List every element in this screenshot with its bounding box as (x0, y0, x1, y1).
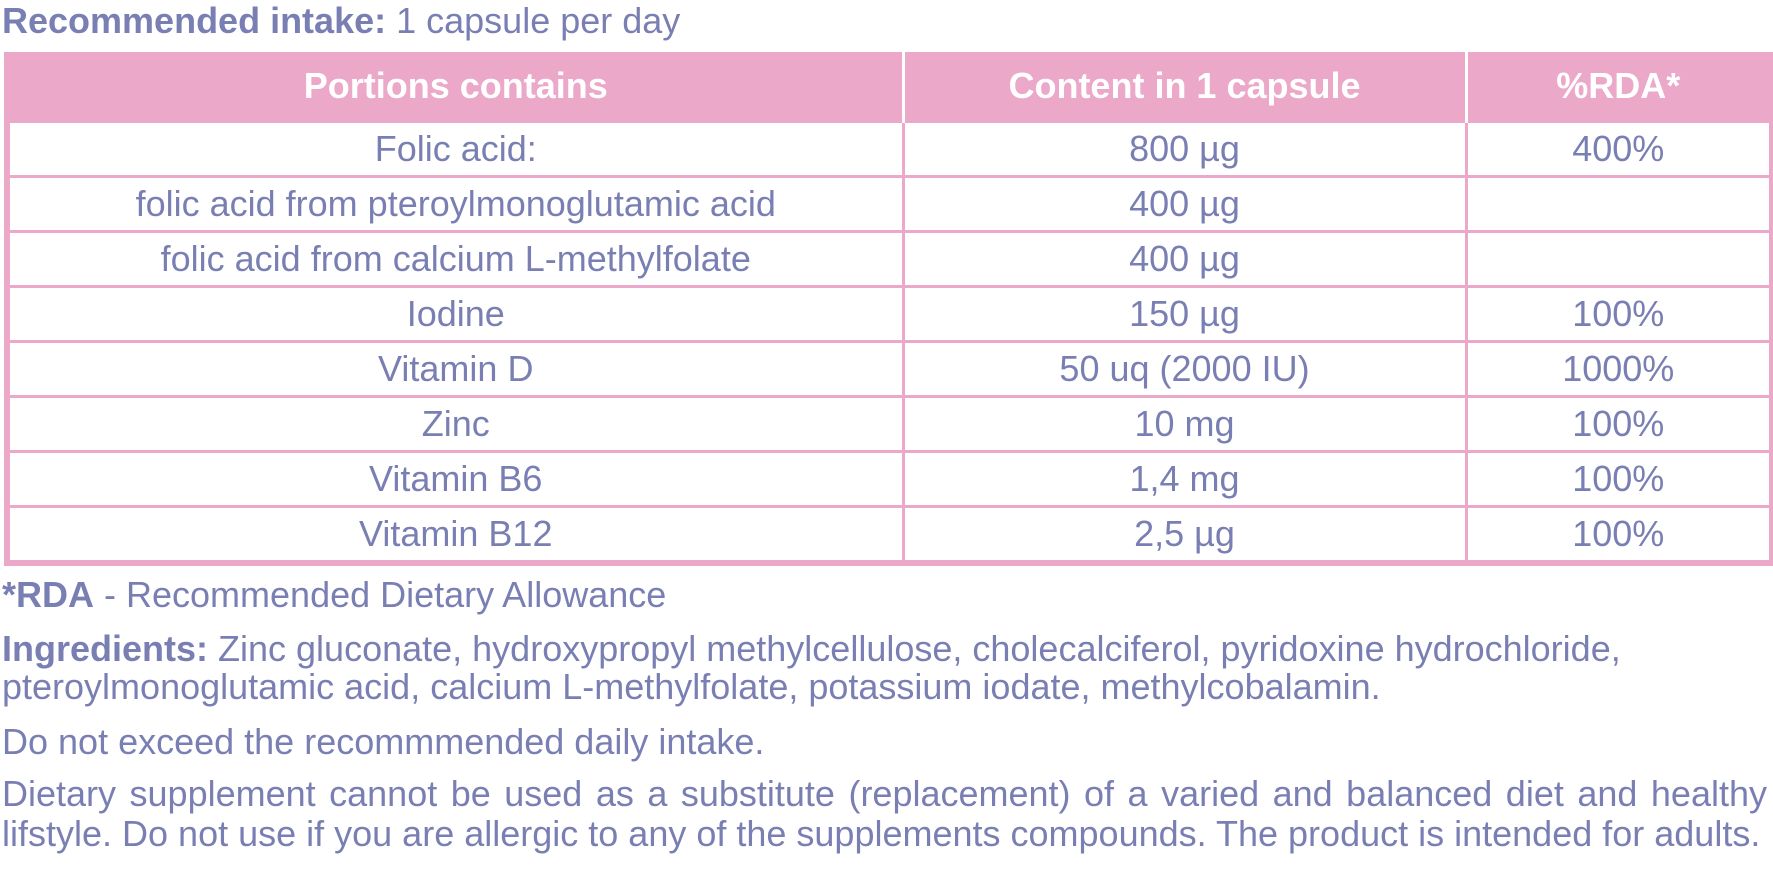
disclaimer-text: Dietary supplement cannot be used as a substitute (replacement) of a varied and balanced diet and healthy lifstyle. Do not use if you are allergic to any of the supplements compounds. The product is intended for adults. (2, 773, 1767, 854)
nutrient-name: Vitamin B12 (7, 507, 903, 564)
rda-term: *RDA (2, 574, 95, 615)
ingredients-line-1 (2, 630, 1621, 668)
table-row (7, 397, 1772, 452)
nutrient-rda: 100% (1466, 287, 1772, 342)
nutrient-content: 400 µg (903, 177, 1466, 232)
nutrient-content: 10 mg (903, 397, 1466, 452)
table-row (7, 177, 1772, 232)
table-row (7, 232, 1772, 287)
table-row (7, 507, 1772, 564)
nutrient-content: 2,5 µg (903, 507, 1466, 564)
nutrient-rda: 100% (1466, 397, 1772, 452)
nutrient-content: 400 µg (903, 232, 1466, 287)
ingredients-text-1: Zinc gluconate, hydroxypropyl methylcellulose, cholecalciferol, pyridoxine hydrochloride, (208, 628, 1621, 669)
nutrient-name: folic acid from calcium L-methylfolate (7, 232, 903, 287)
nutrition-table (4, 52, 1773, 566)
nutrient-rda (1466, 232, 1772, 287)
recommended-intake (2, 0, 680, 42)
nutrient-rda: 100% (1466, 507, 1772, 564)
nutrient-content: 50 uq (2000 IU) (903, 342, 1466, 397)
table-row (7, 122, 1772, 177)
table-header-row (7, 52, 1772, 122)
nutrient-name: Zinc (7, 397, 903, 452)
ingredients-block (2, 630, 1621, 706)
nutrient-name: folic acid from pteroylmonoglutamic acid (7, 177, 903, 232)
intake-warning: Do not exceed the recommmended daily intake. (2, 721, 765, 762)
nutrient-rda: 100% (1466, 452, 1772, 507)
header-rda: %RDA* (1466, 52, 1772, 122)
ingredients-line-2: pteroylmonoglutamic acid, calcium L-methylfolate, potassium iodate, methylcobalamin. (2, 666, 1381, 707)
table-row (7, 452, 1772, 507)
nutrient-name: Iodine (7, 287, 903, 342)
intake-value: 1 capsule per day (386, 0, 681, 41)
rda-definition: - Recommended Dietary Allowance (94, 574, 667, 615)
ingredients-label: Ingredients: (2, 628, 209, 669)
intake-label: Recommended intake: (2, 0, 387, 41)
nutrient-name: Vitamin D (7, 342, 903, 397)
rda-footnote (2, 576, 666, 614)
table-row (7, 287, 1772, 342)
header-content: Content in 1 capsule (903, 52, 1466, 122)
nutrient-name: Vitamin B6 (7, 452, 903, 507)
nutrient-content: 800 µg (903, 122, 1466, 177)
nutrient-rda: 1000% (1466, 342, 1772, 397)
header-portions: Portions contains (7, 52, 903, 122)
nutrient-rda: 400% (1466, 122, 1772, 177)
nutrient-content: 150 µg (903, 287, 1466, 342)
nutrient-name: Folic acid: (7, 122, 903, 177)
nutrient-rda (1466, 177, 1772, 232)
table-row (7, 342, 1772, 397)
nutrient-content: 1,4 mg (903, 452, 1466, 507)
